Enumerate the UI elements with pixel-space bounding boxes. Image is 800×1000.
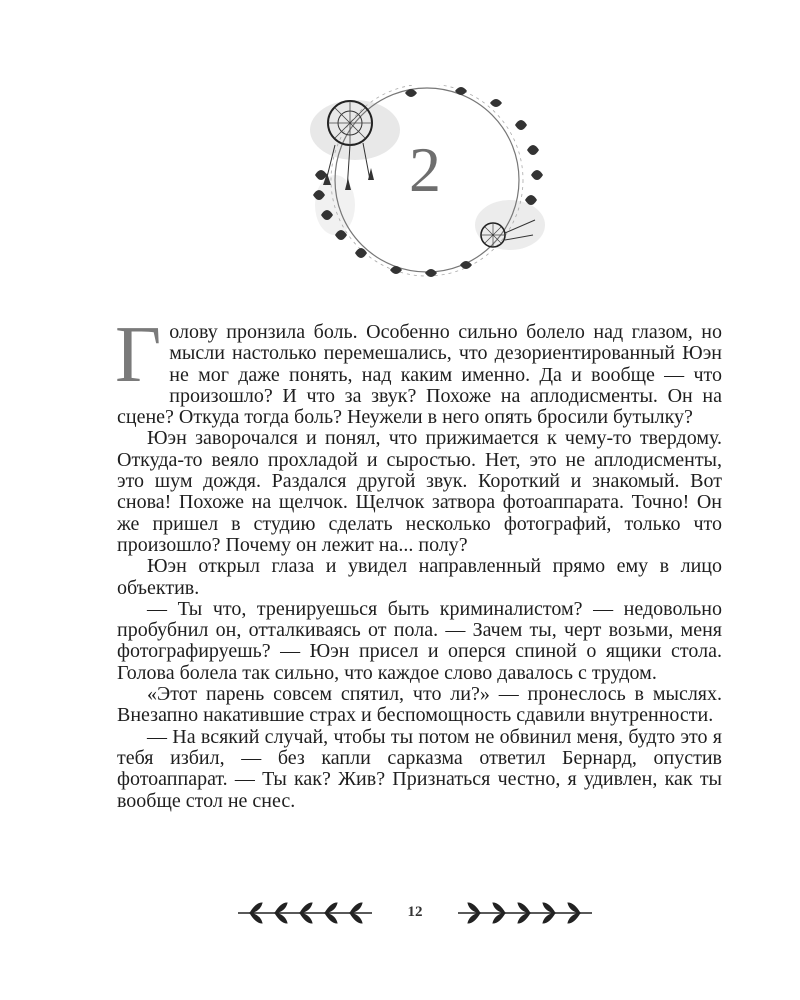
paragraph-text: олову пронзила боль. Особенно сильно болело над глазом, но мысли настолько перемешались, что дезориентированный Юэн не мог даже понять, над каким именно. Да и вообще — что произошло? И что за звук? Похоже на аплодисменты. Он на сцене? Откуда тогда боль? Неужели в него опять бросили бутылку? <box>117 321 722 429</box>
branch-left-icon <box>238 903 372 923</box>
paragraph: — Ты что, тренируешься быть криминалистом? — недовольно пробубнил он, отталкиваясь от пола. — Зачем ты, черт возьми, меня фотографируешь? — Юэн присел и оперся спиной о ящики стола. Голова болела так сильно, что каждое слово давалось с трудом. <box>117 597 722 684</box>
paragraph: Юэн открыл глаза и увидел направленный прямо ему в лицо объектив. <box>117 555 722 599</box>
paragraph <box>115 311 722 429</box>
paragraph: «Этот парень совсем спятил, что ли?» — пронеслось в мыслях. Внезапно накатившие страх и беспомощность сдавили внутренности. <box>117 683 722 727</box>
paragraph: — На всякий случай, чтобы ты потом не обвинил меня, будто это я тебя избил, — без капли сарказма ответил Бернард, опустив фотоаппарат. — Ты как? Жив? Признаться честно, я удивлен, как ты вообще стол не снес. <box>117 725 722 812</box>
body-text <box>115 311 722 812</box>
drop-cap: Г <box>115 311 162 399</box>
paragraph: Юэн заворочался и понял, что прижимается к чему-то твердому. Откуда-то веяло прохладой и сыростью. Нет, это не аплодисменты, это шум дождя. Раздался другой звук. Короткий и знакомый. Вот снова! Похоже на щелчок. Щелчок затвора фотоаппарата. Точно! Он же пришел в студию сделать несколько фотографий, только что произошло? Почему он лежит на... полу? <box>117 427 722 556</box>
chapter-number: 2 <box>409 134 441 205</box>
page-number: 12 <box>407 904 423 920</box>
branch-right-icon <box>458 903 592 923</box>
